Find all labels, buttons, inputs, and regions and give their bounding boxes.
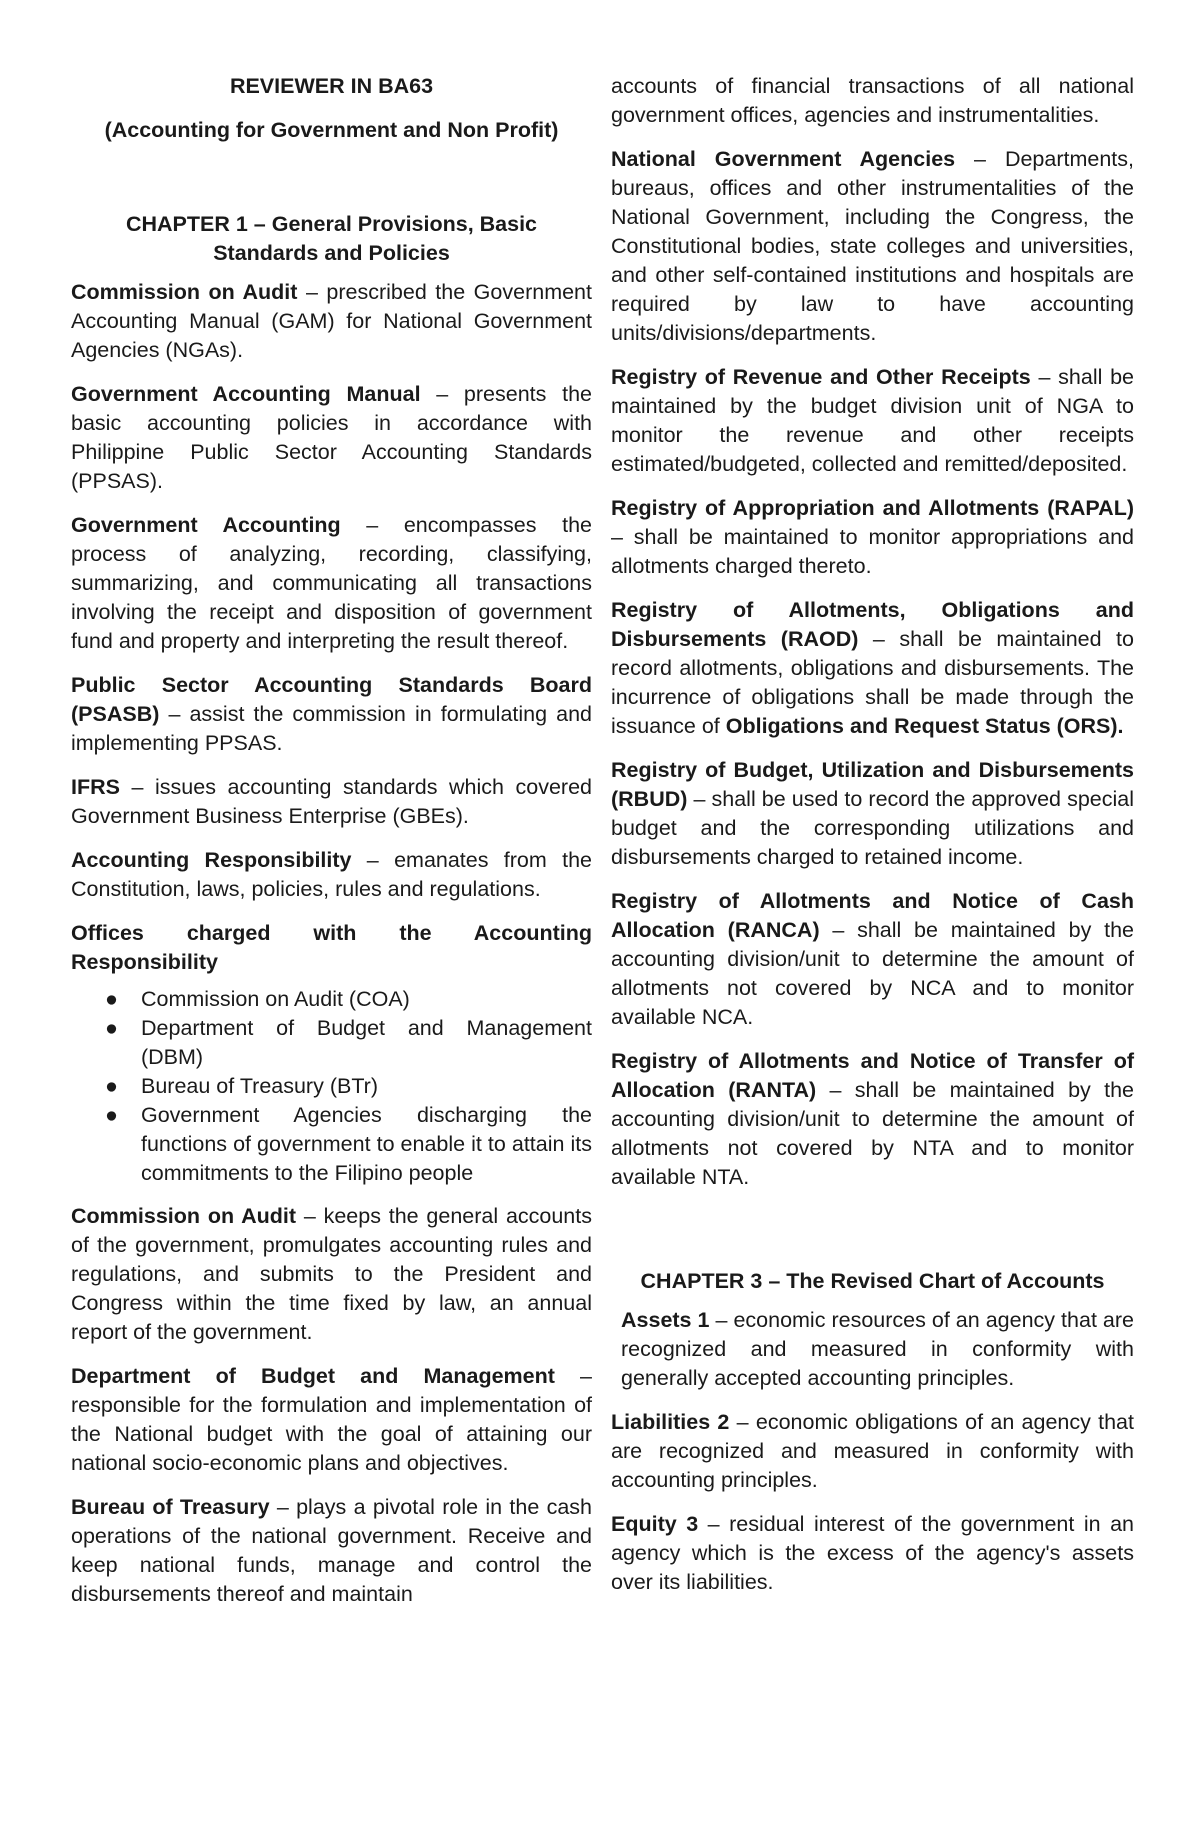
definition-paragraph bbox=[71, 846, 592, 904]
list-item: ● Commission on Audit (COA) bbox=[141, 985, 592, 1014]
left-column bbox=[71, 72, 592, 1609]
definition-text: – issues accounting standards which covered Government Business Enterprise (GBEs). bbox=[71, 775, 592, 828]
definition-term: Government Accounting bbox=[71, 513, 341, 537]
definition-paragraph bbox=[611, 596, 1134, 741]
definition-text: – plays a pivotal role in the cash operations of the national government. Receive and keep national funds, manage and control the disbursements thereof and maintain bbox=[71, 1495, 592, 1606]
definition-paragraph bbox=[71, 278, 592, 365]
definition-term: National Government Agencies bbox=[611, 147, 956, 171]
chapter-1-heading: CHAPTER 1 – General Provisions, Basic Standards and Policies bbox=[125, 212, 538, 265]
offices-list bbox=[71, 985, 592, 1188]
list-item: ● Department of Budget and Management (DBM) bbox=[105, 1016, 592, 1069]
definition-paragraph bbox=[611, 1408, 1134, 1495]
definition-paragraph bbox=[611, 363, 1134, 479]
definition-text: – shall be maintained by the accounting division/unit to determine the amount of allotments not covered by NCA and to monitor available NCA. bbox=[611, 918, 1134, 1029]
definition-paragraph bbox=[611, 1306, 1134, 1393]
definition-text: – shall be maintained by the accounting division/unit to determine the amount of allotments not covered by NTA and to monitor available NTA. bbox=[611, 1078, 1134, 1189]
offices-heading: Offices charged with the Accounting Responsibility bbox=[71, 921, 592, 974]
bullet-icon: ● bbox=[105, 987, 118, 1011]
definition-paragraph bbox=[611, 756, 1134, 872]
definition-term: Commission on Audit bbox=[71, 280, 298, 304]
definition-text: – shall be used to record the approved special budget and the corresponding utilizations and disbursements charged to retained income. bbox=[611, 787, 1134, 869]
continuation-paragraph: accounts of financial transactions of all national government offices, agencies and instrumentalities. bbox=[611, 74, 1134, 127]
definition-text: – economic obligations of an agency that are recognized and measured in conformity with accounting principles. bbox=[611, 1410, 1134, 1492]
definition-term: Obligations and Request Status (ORS). bbox=[725, 714, 1124, 738]
definition-term: Liabilities 2 bbox=[611, 1410, 730, 1434]
definition-term: Registry of Allotments and Notice of Cash Allocation (RANCA) bbox=[611, 889, 1134, 942]
definition-paragraph bbox=[71, 1493, 592, 1609]
definition-text: – presents the basic accounting policies in accordance with Philippine Public Sector Accounting Standards (PPSAS). bbox=[71, 382, 592, 493]
definition-term: Registry of Revenue and Other Receipts bbox=[611, 365, 1031, 389]
definition-term: Registry of Appropriation and Allotments (RAPAL) bbox=[611, 496, 1134, 520]
definition-term: Public Sector Accounting Standards Board (PSASB) bbox=[71, 673, 592, 726]
definition-text: – encompasses the process of analyzing, recording, classifying, summarizing, and communicating all transactions involving the receipt and disposition of government fund and property and interpreting the result thereof. bbox=[71, 513, 592, 653]
list-item: ● Bureau of Treasury (BTr) bbox=[141, 1072, 592, 1101]
definition-text: – economic resources of an agency that are recognized and measured in conformity with generally accepted accounting principles. bbox=[621, 1308, 1134, 1390]
definition-paragraph bbox=[611, 1510, 1134, 1597]
definition-term: Commission on Audit bbox=[71, 1204, 297, 1228]
definition-paragraph bbox=[611, 1047, 1134, 1192]
chapter-3-heading: CHAPTER 3 – The Revised Chart of Accounts bbox=[640, 1269, 1105, 1293]
definition-paragraph bbox=[611, 494, 1134, 581]
definition-paragraph bbox=[611, 887, 1134, 1032]
definition-paragraph bbox=[71, 380, 592, 496]
right-column bbox=[611, 72, 1134, 1612]
definition-term: Department of Budget and Management bbox=[71, 1364, 555, 1388]
bullet-icon: ● bbox=[105, 1016, 118, 1040]
definition-term: Registry of Allotments, Obligations and Disbursements (RAOD) bbox=[611, 598, 1134, 651]
definition-paragraph bbox=[71, 671, 592, 758]
definition-term: Assets 1 bbox=[621, 1308, 710, 1332]
definition-term: Government Accounting Manual bbox=[71, 382, 421, 406]
definition-term: Registry of Budget, Utilization and Disbursements (RBUD) bbox=[611, 758, 1134, 811]
definition-term: Accounting Responsibility bbox=[71, 848, 352, 872]
definition-text: – assist the commission in formulating and implementing PPSAS. bbox=[71, 702, 592, 755]
definition-term: Bureau of Treasury bbox=[71, 1495, 270, 1519]
definition-text: – shall be maintained by the budget division unit of NGA to monitor the revenue and other receipts estimated/budgeted, collected and remitted/deposited. bbox=[611, 365, 1135, 476]
bullet-icon: ● bbox=[105, 1103, 118, 1127]
definition-paragraph bbox=[71, 1362, 592, 1478]
definition-text: – keeps the general accounts of the government, promulgates accounting rules and regulations, and submits to the President and Congress within the time fixed by law, an annual report of the government. bbox=[71, 1204, 592, 1344]
definition-text: – responsible for the formulation and implementation of the National budget with the goal of attaining our national socio-economic plans and objectives. bbox=[71, 1364, 592, 1475]
definition-text: – residual interest of the government in an agency which is the excess of the agency's assets over its liabilities. bbox=[611, 1512, 1134, 1594]
definition-text: – shall be maintained to record allotments, obligations and disbursements. The incurrence of obligations shall be made through the issuance of bbox=[611, 627, 1134, 738]
definition-term: Equity 3 bbox=[611, 1512, 699, 1536]
document-subtitle: (Accounting for Government and Non Profit) bbox=[104, 118, 559, 142]
bullet-icon: ● bbox=[105, 1074, 118, 1098]
definition-paragraph bbox=[71, 511, 592, 656]
definition-text: – Departments, bureaus, offices and other instrumentalities of the National Government, including the Congress, the Constitutional bodies, state colleges and universities, and other self-contained institutions and hospitals are required by law to have accounting units/divisions/departments. bbox=[611, 147, 1134, 345]
definition-paragraph bbox=[611, 145, 1134, 348]
definition-term: Registry of Allotments and Notice of Transfer of Allocation (RANTA) bbox=[611, 1049, 1134, 1102]
list-item: ● Government Agencies discharging the functions of government to enable it to attain its commitments to the Filipino people bbox=[105, 1103, 592, 1185]
definition-paragraph bbox=[71, 1202, 592, 1347]
definition-text: – emanates from the Constitution, laws, policies, rules and regulations. bbox=[71, 848, 592, 901]
document-title: REVIEWER IN BA63 bbox=[229, 74, 434, 98]
definition-paragraph bbox=[71, 773, 592, 831]
definition-text: – shall be maintained to monitor appropriations and allotments charged thereto. bbox=[611, 525, 1134, 578]
definition-term: IFRS bbox=[71, 775, 120, 799]
definition-text: – prescribed the Government Accounting Manual (GAM) for National Government Agencies (NGAs). bbox=[71, 280, 592, 362]
